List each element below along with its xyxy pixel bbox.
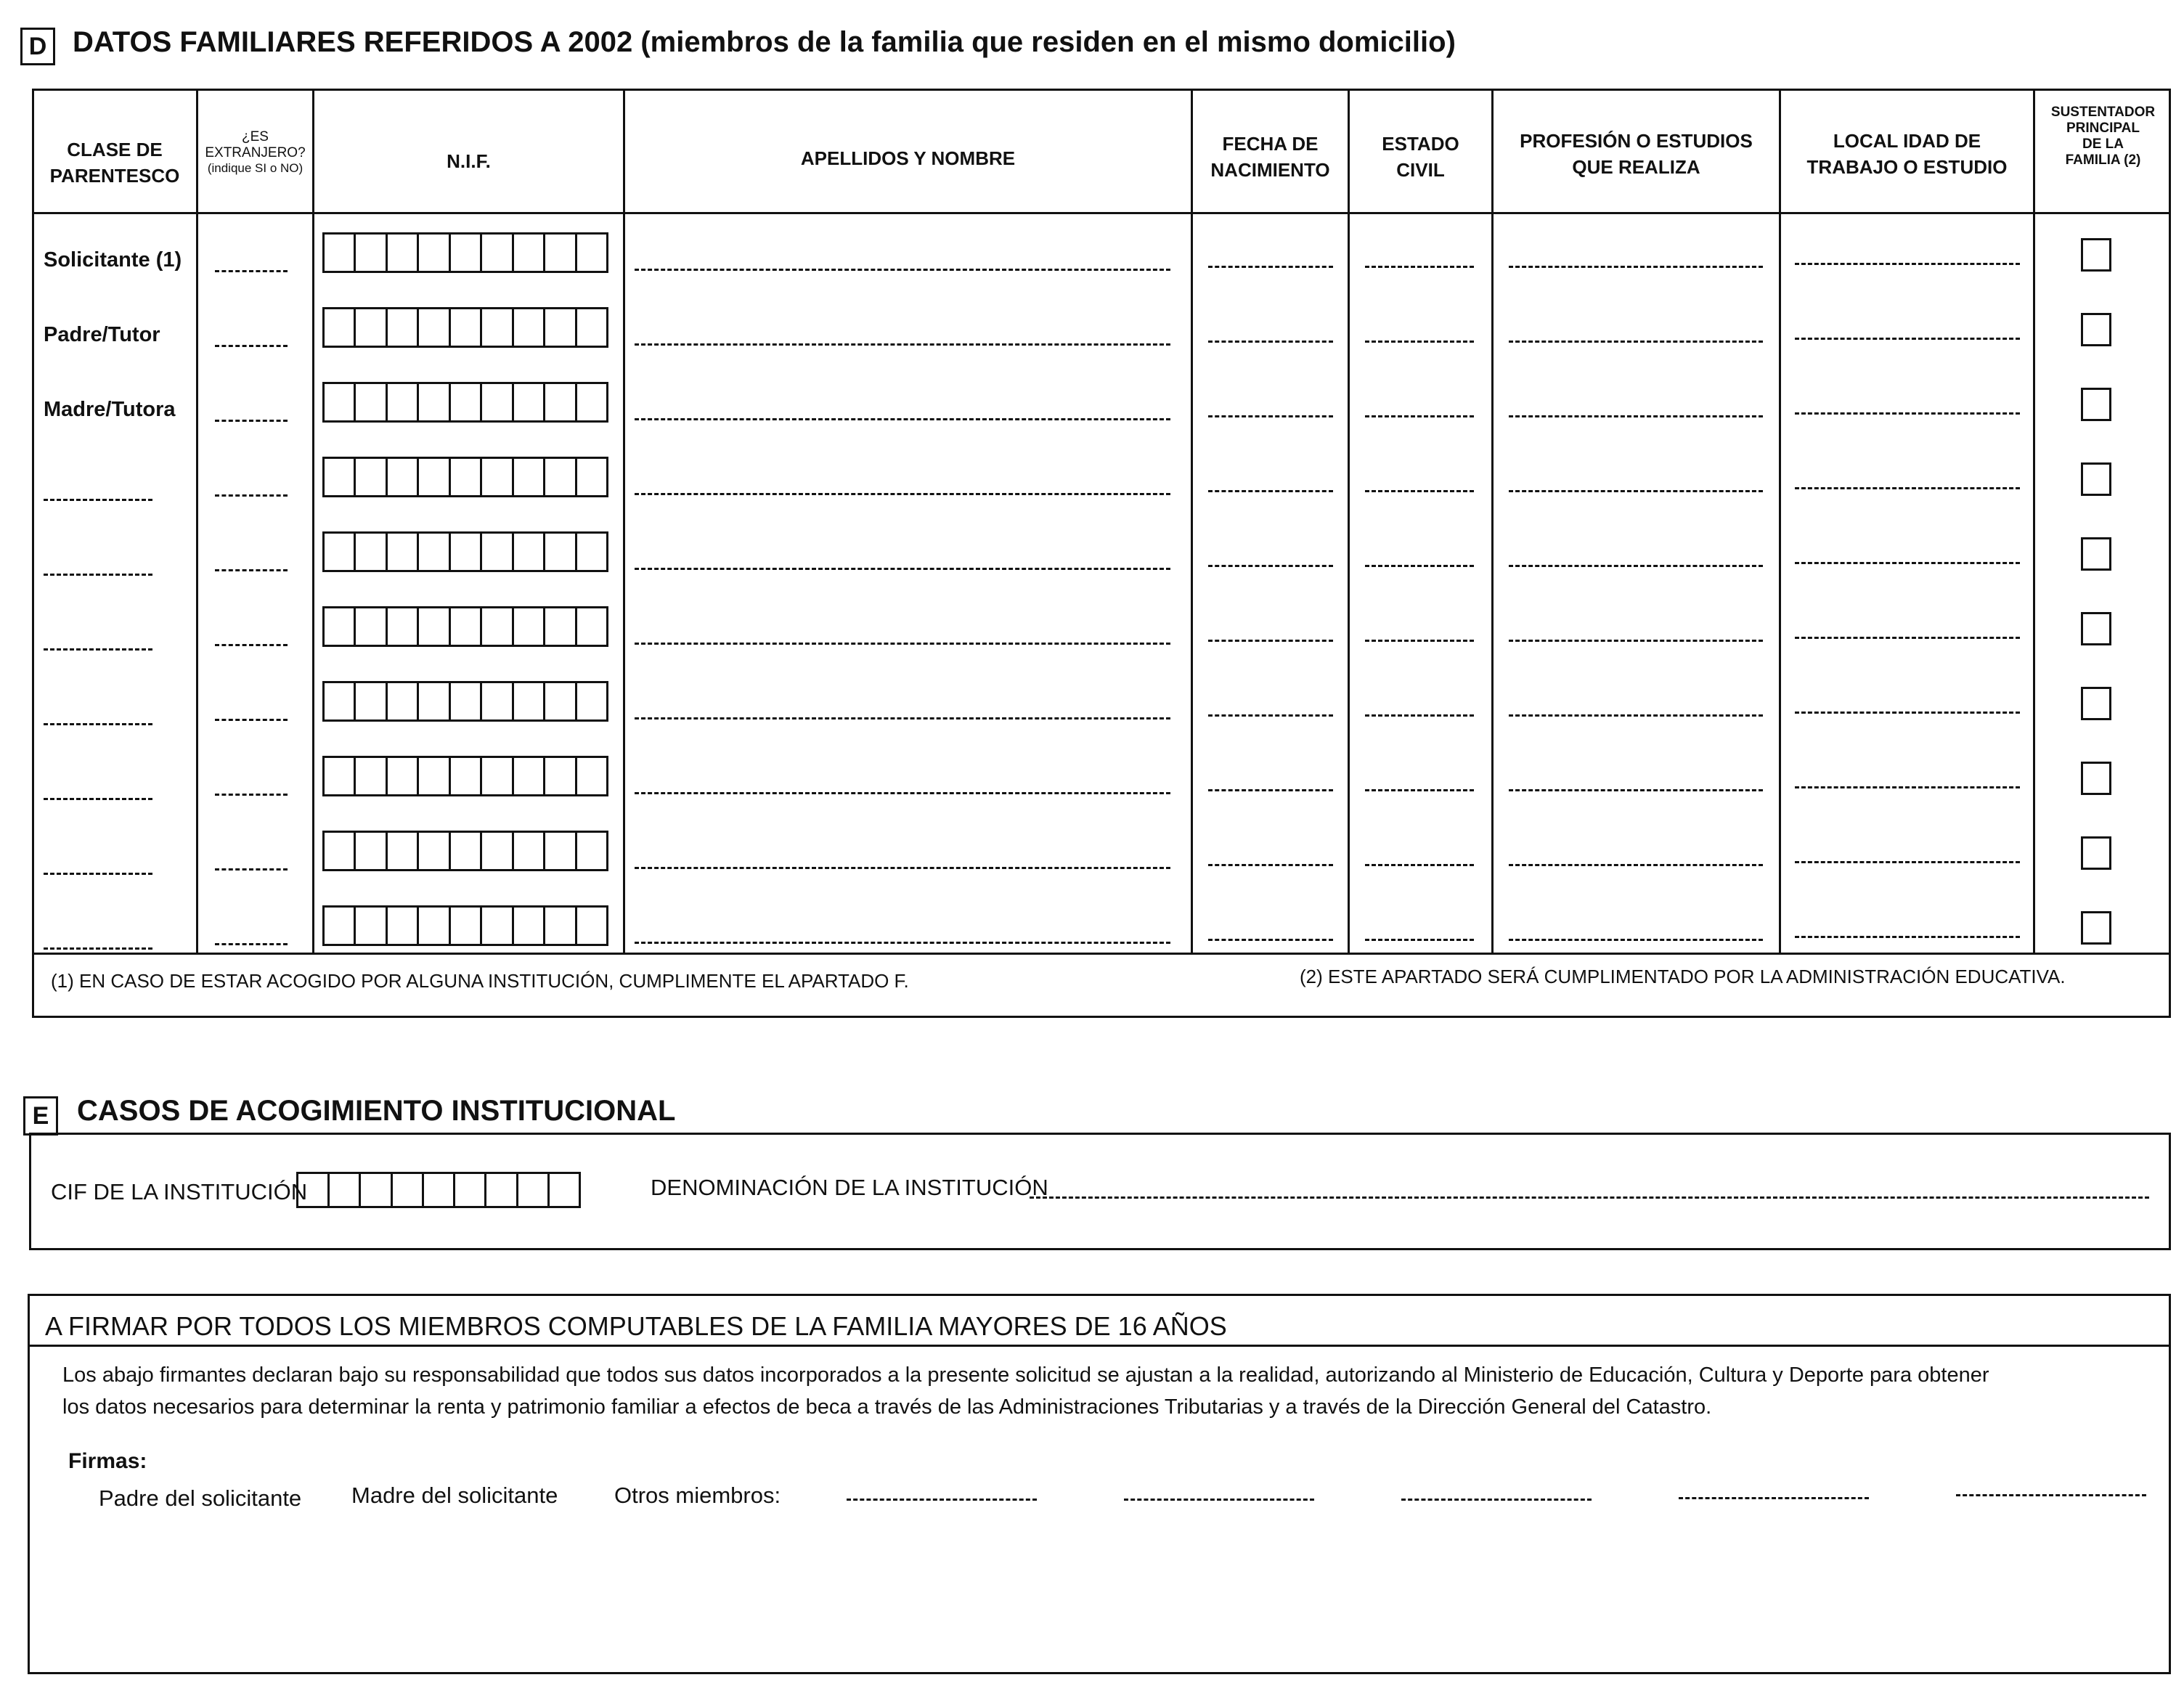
extranjero-input[interactable] (215, 868, 288, 871)
extranjero-input[interactable] (215, 719, 288, 721)
nif-input[interactable] (322, 232, 608, 273)
row-label: Madre/Tutora (44, 398, 176, 421)
nombre-input[interactable] (635, 269, 1170, 271)
col-divider (196, 89, 198, 953)
localidad-input[interactable] (1795, 412, 2020, 415)
nif-input[interactable] (322, 606, 608, 647)
sustentador-checkbox[interactable] (2081, 313, 2111, 346)
col-divider (1491, 89, 1494, 953)
nif-input[interactable] (322, 831, 608, 871)
otros-signature-line-5[interactable] (1956, 1494, 2146, 1496)
extranjero-input[interactable] (215, 569, 288, 571)
signatures-header: A FIRMAR POR TODOS LOS MIEMBROS COMPUTABLES DE LA FAMILIA MAYORES DE 16 AÑOS (45, 1311, 1227, 1341)
sustentador-checkbox[interactable] (2081, 238, 2111, 272)
profesion-input[interactable] (1509, 864, 1763, 866)
extranjero-input[interactable] (215, 943, 288, 945)
header-localidad: LOCAL IDAD DE TRABAJO O ESTUDIO (1806, 130, 2008, 178)
signatures-box (28, 1294, 2171, 1674)
nif-input[interactable] (322, 756, 608, 796)
fecha-input[interactable] (1208, 266, 1333, 268)
parentesco-input[interactable] (44, 648, 152, 651)
nombre-input[interactable] (635, 493, 1170, 495)
profesion-input[interactable] (1509, 490, 1763, 492)
signatures-header-divider (28, 1345, 2171, 1347)
estado-input[interactable] (1365, 640, 1474, 642)
nombre-input[interactable] (635, 343, 1170, 346)
fecha-input[interactable] (1208, 640, 1333, 642)
footnote-2: (2) ESTE APARTADO SERÁ CUMPLIMENTADO POR LA ADMINISTRACIÓN EDUCATIVA. (1300, 966, 2066, 987)
padre-signature-label: Padre del solicitante (99, 1485, 302, 1511)
extranjero-input[interactable] (215, 494, 288, 497)
parentesco-input[interactable] (44, 574, 152, 576)
otros-signature-line-3[interactable] (1401, 1499, 1592, 1501)
header-estado: ESTADO CIVIL (1382, 133, 1459, 181)
estado-input[interactable] (1365, 341, 1474, 343)
fecha-input[interactable] (1208, 565, 1333, 567)
denominacion-label: DENOMINACIÓN DE LA INSTITUCIÓN (651, 1175, 1048, 1200)
header-fecha: FECHA DE NACIMIENTO (1210, 133, 1330, 181)
col-divider (312, 89, 314, 953)
row-label: Solicitante (1) (44, 248, 182, 272)
nif-input[interactable] (322, 531, 608, 572)
parentesco-input[interactable] (44, 947, 152, 950)
parentesco-input[interactable] (44, 723, 152, 725)
extranjero-input[interactable] (215, 644, 288, 646)
cif-input[interactable] (296, 1172, 581, 1208)
col-divider (1779, 89, 1781, 953)
footnote-1: (1) EN CASO DE ESTAR ACOGIDO POR ALGUNA INSTITUCIÓN, CUMPLIMENTE EL APARTADO F. (51, 970, 909, 992)
row-label: Padre/Tutor (44, 323, 160, 346)
col-divider (2033, 89, 2035, 953)
nif-input[interactable] (322, 307, 608, 348)
nombre-input[interactable] (635, 867, 1170, 869)
profesion-input[interactable] (1509, 565, 1763, 567)
madre-signature-label: Madre del solicitante (351, 1483, 558, 1508)
declaration-line-2: los datos necesarios para determinar la renta y patrimonio familiar a efectos de beca a través de las Administraciones Tributarias y a través de la Dirección General del Catastro. (62, 1395, 1712, 1419)
header-nif: N.I.F. (447, 150, 491, 172)
profesion-input[interactable] (1509, 415, 1763, 417)
otros-signature-line-1[interactable] (847, 1499, 1037, 1501)
localidad-input[interactable] (1795, 861, 2020, 863)
section-d-letter: D (20, 28, 55, 65)
extranjero-input[interactable] (215, 270, 288, 272)
profesion-input[interactable] (1509, 789, 1763, 791)
estado-input[interactable] (1365, 864, 1474, 866)
col-divider (1348, 89, 1350, 953)
estado-input[interactable] (1365, 415, 1474, 417)
extranjero-input[interactable] (215, 420, 288, 422)
estado-input[interactable] (1365, 266, 1474, 268)
nif-input[interactable] (322, 905, 608, 946)
otros-signature-line-2[interactable] (1124, 1499, 1314, 1501)
sustentador-checkbox[interactable] (2081, 537, 2111, 571)
fecha-input[interactable] (1208, 714, 1333, 717)
profesion-input[interactable] (1509, 714, 1763, 717)
col-divider (1191, 89, 1193, 953)
otros-signature-label: Otros miembros: (614, 1483, 781, 1508)
fecha-input[interactable] (1208, 864, 1333, 866)
parentesco-input[interactable] (44, 798, 152, 800)
header-sustentador: SUSTENTADOR PRINCIPAL DE LA FAMILIA (2) (2050, 105, 2156, 168)
header-profesion: PROFESIÓN O ESTUDIOS QUE REALIZA (1520, 130, 1753, 178)
estado-input[interactable] (1365, 789, 1474, 791)
extranjero-input[interactable] (215, 345, 288, 347)
col-divider (623, 89, 625, 953)
nombre-input[interactable] (635, 418, 1170, 420)
header-parentesco: CLASE DE PARENTESCO (49, 139, 180, 187)
cif-label: CIF DE LA INSTITUCIÓN (51, 1179, 308, 1204)
sustentador-checkbox[interactable] (2081, 762, 2111, 795)
extranjero-input[interactable] (215, 794, 288, 796)
profesion-input[interactable] (1509, 266, 1763, 268)
profesion-input[interactable] (1509, 939, 1763, 941)
sustentador-checkbox[interactable] (2081, 836, 2111, 870)
nombre-input[interactable] (635, 792, 1170, 794)
nif-input[interactable] (322, 681, 608, 722)
localidad-input[interactable] (1795, 263, 2020, 265)
localidad-input[interactable] (1795, 712, 2020, 714)
estado-input[interactable] (1365, 939, 1474, 941)
table-footer-divider (32, 953, 2171, 955)
table-header-divider (32, 212, 2171, 214)
estado-input[interactable] (1365, 565, 1474, 567)
sustentador-checkbox[interactable] (2081, 911, 2111, 945)
fecha-input[interactable] (1208, 939, 1333, 941)
profesion-input[interactable] (1509, 341, 1763, 343)
header-extranjero: ¿ES EXTRANJERO? (indique SI o NO) (205, 129, 306, 175)
nif-input[interactable] (322, 382, 608, 423)
localidad-input[interactable] (1795, 338, 2020, 340)
localidad-input[interactable] (1795, 487, 2020, 489)
localidad-input[interactable] (1795, 562, 2020, 564)
nif-input[interactable] (322, 457, 608, 497)
localidad-input[interactable] (1795, 637, 2020, 639)
sustentador-checkbox[interactable] (2081, 462, 2111, 496)
nombre-input[interactable] (635, 717, 1170, 719)
section-e-letter: E (23, 1096, 58, 1136)
estado-input[interactable] (1365, 714, 1474, 717)
firmas-label: Firmas: (68, 1449, 147, 1473)
fecha-input[interactable] (1208, 490, 1333, 492)
sustentador-checkbox[interactable] (2081, 612, 2111, 645)
profesion-input[interactable] (1509, 640, 1763, 642)
sustentador-checkbox[interactable] (2081, 687, 2111, 720)
sustentador-checkbox[interactable] (2081, 388, 2111, 421)
denominacion-input[interactable] (1030, 1196, 2149, 1199)
estado-input[interactable] (1365, 490, 1474, 492)
otros-signature-line-4[interactable] (1679, 1497, 1869, 1499)
nombre-input[interactable] (635, 568, 1170, 570)
parentesco-input[interactable] (44, 499, 152, 501)
section-d-title: DATOS FAMILIARES REFERIDOS A 2002 (miembros de la familia que residen en el mismo domicilio) (73, 26, 1456, 58)
localidad-input[interactable] (1795, 786, 2020, 788)
nombre-input[interactable] (635, 942, 1170, 944)
fecha-input[interactable] (1208, 341, 1333, 343)
section-e-title: CASOS DE ACOGIMIENTO INSTITUCIONAL (77, 1095, 676, 1127)
header-nombre: APELLIDOS Y NOMBRE (800, 147, 1016, 169)
parentesco-input[interactable] (44, 873, 152, 875)
nombre-input[interactable] (635, 643, 1170, 645)
localidad-input[interactable] (1795, 936, 2020, 938)
fecha-input[interactable] (1208, 415, 1333, 417)
declaration-line-1: Los abajo firmantes declaran bajo su responsabilidad que todos sus datos incorporados a la presente solicitud se ajustan a la realidad, autorizando al Ministerio de Educación, Cultura y Deporte para obtener (62, 1363, 1989, 1387)
fecha-input[interactable] (1208, 789, 1333, 791)
